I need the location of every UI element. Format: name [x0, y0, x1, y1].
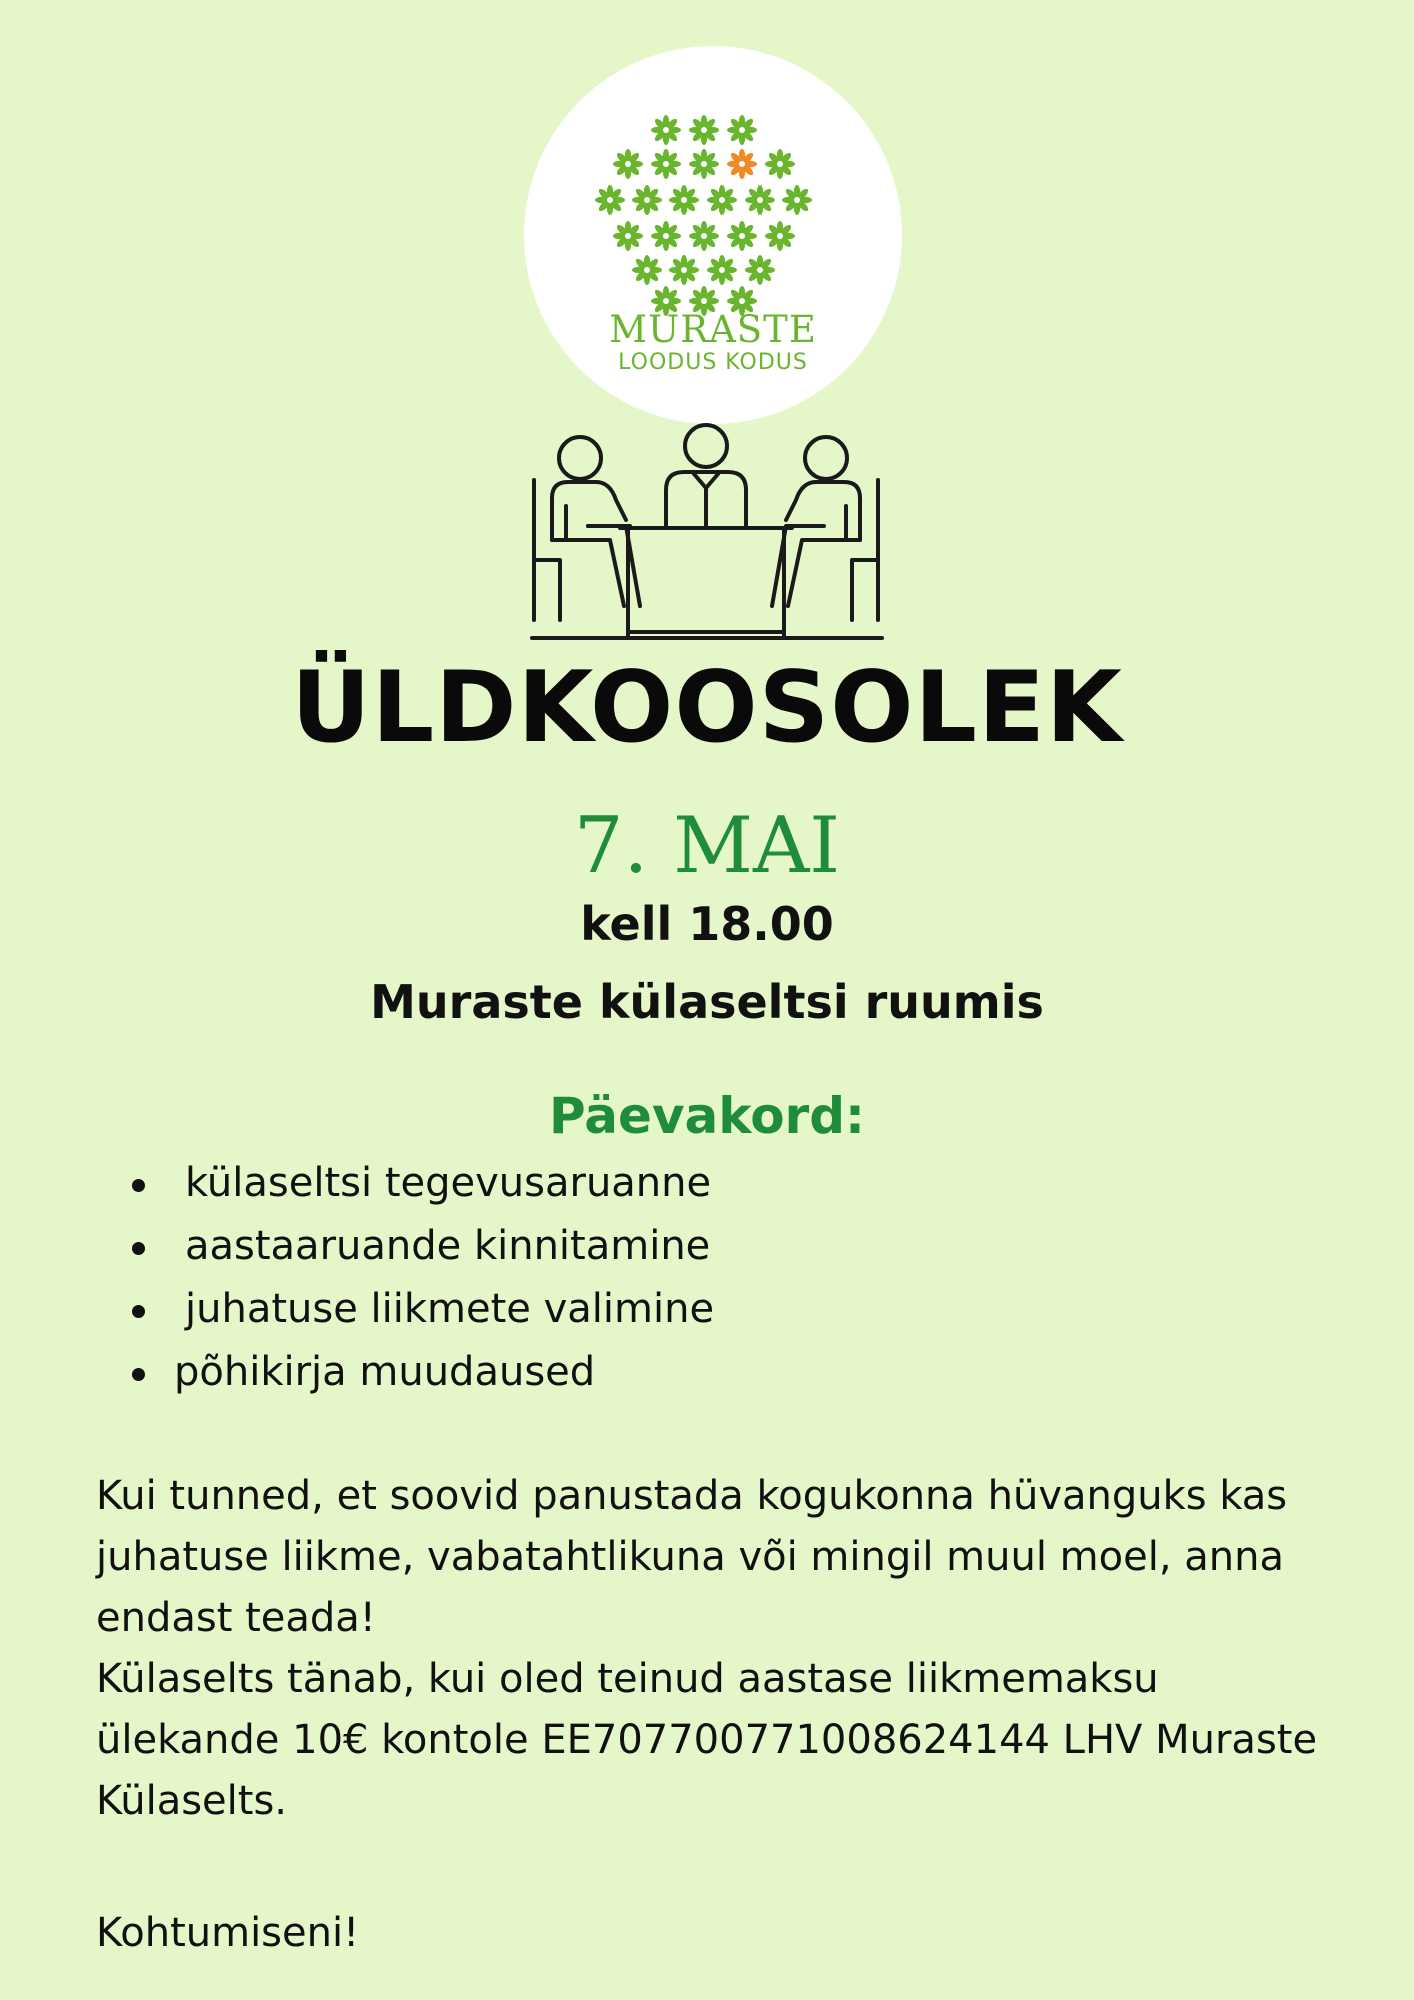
- event-location: Muraste külaseltsi ruumis: [370, 975, 1044, 1029]
- flower-mark: [669, 255, 699, 285]
- flower-mark: [651, 221, 681, 251]
- flower-mark: [595, 185, 625, 215]
- flower-mark: [765, 221, 795, 251]
- flower-mark: [707, 255, 737, 285]
- volunteer-paragraph: [96, 1466, 1376, 1649]
- flower-mark: [651, 115, 681, 145]
- paragraph-line: juhatuse liikme, vabatahtlikuna või mingil muul moel, anna: [96, 1534, 1284, 1580]
- flower-mark: [632, 185, 662, 215]
- closing-text: Kohtumiseni!: [96, 1910, 360, 1956]
- event-date: 7. MAI: [573, 801, 841, 891]
- event-title: ÜLDKOOSOLEK: [291, 651, 1123, 765]
- agenda-list: [130, 1152, 714, 1404]
- flower-mark: [707, 185, 737, 215]
- event-time: kell 18.00: [580, 897, 834, 951]
- flower-mark: [727, 115, 757, 145]
- flower-mark: [745, 185, 775, 215]
- logo-name: MURASTE: [609, 308, 817, 351]
- logo-tagline: LOODUS KODUS: [618, 350, 808, 375]
- agenda-item: aastaaruande kinnitamine: [130, 1215, 714, 1278]
- agenda-item: külaseltsi tegevusaruanne: [130, 1152, 714, 1215]
- paragraph-line: Kui tunned, et soovid panustada kogukonna hüvanguks kas: [96, 1473, 1288, 1519]
- membership-fee-paragraph: [96, 1649, 1376, 1832]
- muraste-logo: [524, 46, 902, 424]
- paragraph-line: ülekande 10€ kontole EE707700771008624144 LHV Muraste: [96, 1717, 1318, 1763]
- meeting-table-icon: [530, 420, 884, 646]
- flower-mark: [745, 255, 775, 285]
- flower-mark: [727, 221, 757, 251]
- flower-mark: [689, 149, 719, 179]
- flower-mark: [689, 115, 719, 145]
- flower-mark: [727, 149, 757, 179]
- paragraph-line: Külaselts tänab, kui oled teinud aastase liikmemaksu: [96, 1656, 1159, 1702]
- agenda-item: juhatuse liikmete valimine: [130, 1278, 714, 1341]
- agenda-title: Päevakord:: [549, 1087, 865, 1145]
- flower-mark: [669, 185, 699, 215]
- flower-mark: [613, 149, 643, 179]
- flower-mark: [782, 185, 812, 215]
- flower-mark: [632, 255, 662, 285]
- flower-mark: [651, 149, 681, 179]
- paragraph-line: endast teada!: [96, 1595, 376, 1641]
- flower-mark: [613, 221, 643, 251]
- flower-mark: [765, 149, 795, 179]
- paragraph-line: Külaselts.: [96, 1778, 288, 1824]
- agenda-item: põhikirja muudaused: [130, 1341, 714, 1404]
- flower-mark: [689, 221, 719, 251]
